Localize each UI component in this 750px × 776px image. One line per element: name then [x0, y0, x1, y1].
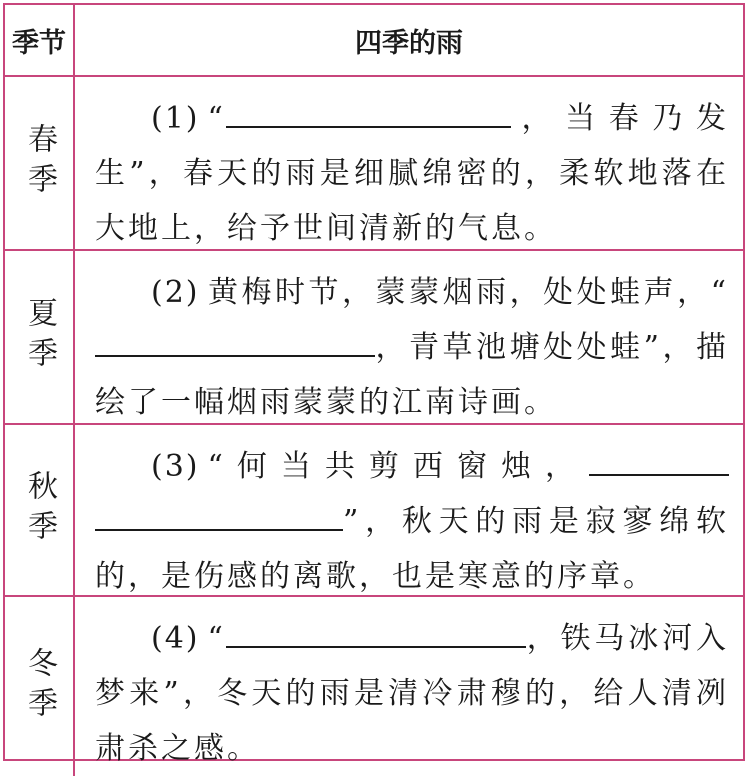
fill-blank-3-part-b[interactable] [95, 503, 343, 531]
content-cell-summer [75, 251, 743, 425]
open-quote-1: “ [207, 101, 226, 136]
seasons-rain-table [3, 3, 745, 766]
open-quote-4: “ [207, 621, 226, 656]
text-after-blank-1: ，当春乃发生”，春天的雨是细腻绵密的，柔软地落在大地上，给予世间清新的气息。 [95, 101, 729, 246]
season-cell-spring [5, 77, 75, 251]
fill-blank-1[interactable] [226, 100, 511, 128]
fill-blank-2[interactable] [95, 329, 375, 357]
text-after-blank-3: ”，秋天的雨是寂寥绵软的，是伤感的离歌，也是寒意的序章。 [95, 504, 729, 594]
text-after-blank-2: ，青草池塘处处蛙”，描绘了一幅烟雨蒙蒙的江南诗画。 [95, 330, 729, 420]
season-cell-summer [5, 251, 75, 425]
season-label-spring: 春季 [22, 123, 57, 203]
item-number-4: (4) [151, 621, 200, 656]
text-before-blank-3: “何当共剪西窗烛， [207, 449, 589, 484]
header-season-column [5, 5, 75, 77]
season-label-winter: 冬季 [22, 646, 57, 727]
season-cell-winter [5, 597, 75, 776]
content-cell-autumn [75, 425, 743, 597]
content-cell-winter [75, 597, 743, 776]
item-number-3: (3) [151, 449, 200, 484]
item-number-2: (2) [151, 275, 200, 310]
season-label-autumn: 秋季 [22, 470, 57, 550]
season-label-summer: 夏季 [22, 297, 57, 377]
content-cell-spring [75, 77, 743, 251]
fill-blank-4[interactable] [226, 620, 526, 648]
item-number-1: (1) [151, 101, 200, 136]
season-cell-autumn [5, 425, 75, 597]
text-before-blank-2: 黄梅时节，蒙蒙烟雨，处处蛙声，“ [207, 275, 729, 310]
header-season-label: 季节 [12, 27, 66, 59]
fill-blank-3-part-a[interactable] [589, 448, 729, 476]
header-content-column [75, 5, 743, 77]
text-after-blank-4: ，铁马冰河入梦来”，冬天的雨是清冷肃穆的，给人清冽肃杀之感。 [95, 621, 729, 766]
header-content-label: 四季的雨 [355, 27, 463, 59]
